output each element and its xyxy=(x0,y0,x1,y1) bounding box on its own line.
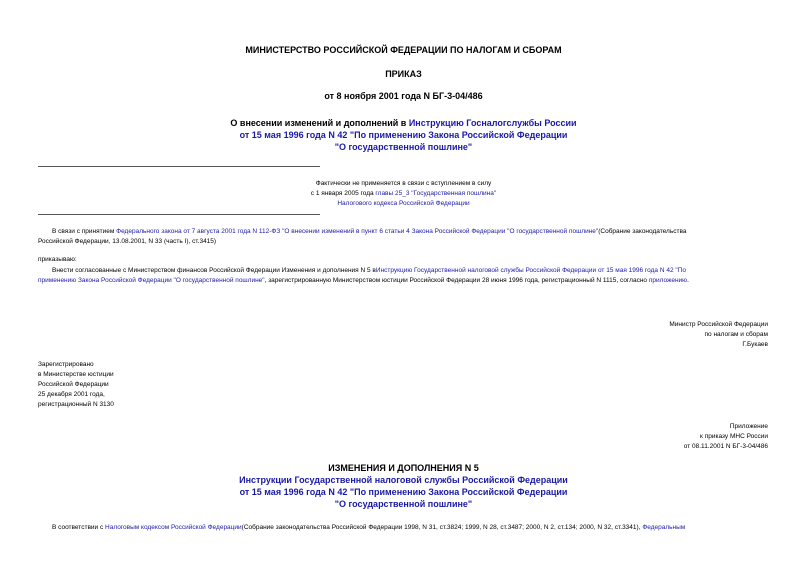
doc-title-line2 xyxy=(0,129,807,141)
p2-middle: , зарегистрированную Министерством юстиции Российской Федерации 28 июня 1996 года, регистрационный N 1115, согласно xyxy=(264,277,649,284)
note-link-chapter[interactable]: главы 25_3 "Государственная пошлина" xyxy=(375,190,497,197)
registration-line3: Российской Федерации xyxy=(38,381,109,388)
registration-line2: в Министерстве юстиции xyxy=(38,371,114,378)
body-paragraph-2-line2 xyxy=(38,276,778,286)
appendix-line1: Приложение xyxy=(729,423,768,430)
final-link-federal[interactable]: Федеральным xyxy=(642,524,686,531)
doc-date-line: от 8 ноября 2001 года N БГ-3-04/486 xyxy=(324,91,483,101)
final-prefix: В соответствии с xyxy=(52,524,106,531)
p2-link-instruction-cont[interactable]: применению Закона Российской Федерации "О государственной пошлине" xyxy=(38,277,265,284)
appendix-line2: к приказу МНС России xyxy=(700,433,768,440)
p1-link-federal-law[interactable]: Федерального закона от 7 августа 2001 года N 112-ФЗ "О внесении изменений в пункт 6 статьи 4 Закона Российской Федерации "О государственной пошлине" xyxy=(116,228,599,235)
signature-name: Г.Букаев xyxy=(742,341,768,348)
changes-heading: ИЗМЕНЕНИЯ И ДОПОЛНЕНИЯ N 5 xyxy=(328,463,479,473)
body-paragraph-2-line1 xyxy=(52,266,782,276)
p2-end: . xyxy=(687,277,689,284)
note-line2-text: с 1 января 2005 года xyxy=(310,190,376,197)
registration-line1: Зарегистрировано xyxy=(38,361,94,368)
doc-type-heading: ПРИКАЗ xyxy=(385,69,422,79)
p2-prefix: Внести согласованные с Министерством финансов Российской Федерации Изменения и дополнения N 5 в xyxy=(52,267,376,274)
title-link-law[interactable]: "О государственной пошлине" xyxy=(334,142,473,152)
body-paragraph-1-line1 xyxy=(52,227,782,237)
ministry-heading: МИНИСТЕРСТВО РОССИЙСКОЙ ФЕДЕРАЦИИ ПО НАЛОГАМ И СБОРАМ xyxy=(245,45,562,55)
registration-line5: регистрационный N 3130 xyxy=(38,401,114,408)
note-line3 xyxy=(0,199,807,209)
title-prefix: О внесении изменений и дополнений в xyxy=(230,118,409,128)
final-middle: (Собрание законодательства Российской Федерации 1998, N 31, ст.3824; 1999, N 28, ст.3487; 2000, N 2, ст.134; 2000, N 32, ст.3341), xyxy=(241,524,641,531)
p1-prefix: В связи с принятием xyxy=(52,228,117,235)
p1-suffix-a: (Собрание законодательства xyxy=(598,228,687,235)
changes-title-line1[interactable]: Инструкции Государственной налоговой службы Российской Федерации xyxy=(239,475,568,485)
changes-title-line3[interactable]: "О государственной пошлине" xyxy=(334,499,473,509)
signature-line2: по налогам и сборам xyxy=(704,331,768,338)
note-line1: Фактически не применяется в связи с вступлением в силу xyxy=(315,180,492,187)
doc-title xyxy=(0,117,807,129)
changes-title-line2[interactable]: от 15 мая 1996 года N 42 "По применению Закона Российской Федерации xyxy=(239,487,568,497)
note-line2 xyxy=(0,189,807,199)
final-link-tax-code[interactable]: Налоговым кодексом Российской Федерации xyxy=(105,524,242,531)
doc-title-line3 xyxy=(0,141,807,153)
divider-top xyxy=(38,166,320,167)
registration-line4: 25 декабря 2001 года, xyxy=(38,391,105,398)
order-word: приказываю: xyxy=(38,256,77,263)
p2-link-instruction[interactable]: Инструкцию Государственной налоговой службы Российской Федерации от 15 мая 1996 года N 42 "По xyxy=(375,267,686,274)
signature-line1: Министр Российской Федерации xyxy=(669,321,768,328)
divider-bottom xyxy=(38,214,320,215)
title-link-date[interactable]: от 15 мая 1996 года N 42 "По применению Закона Российской Федерации xyxy=(239,130,568,140)
appendix-line3: от 08.11.2001 N БГ-3-04/486 xyxy=(683,443,768,450)
final-paragraph xyxy=(52,523,782,533)
body-paragraph-1-line2: Российской Федерации, 13.08.2001, N 33 (часть I), ст.3415) xyxy=(38,238,217,245)
p2-link-appendix[interactable]: приложению xyxy=(648,277,688,284)
note-link-tax-code[interactable]: Налогового кодекса Российской Федерации xyxy=(337,200,470,207)
title-link-instruction[interactable]: Инструкцию Госналогслужбы России xyxy=(408,118,577,128)
